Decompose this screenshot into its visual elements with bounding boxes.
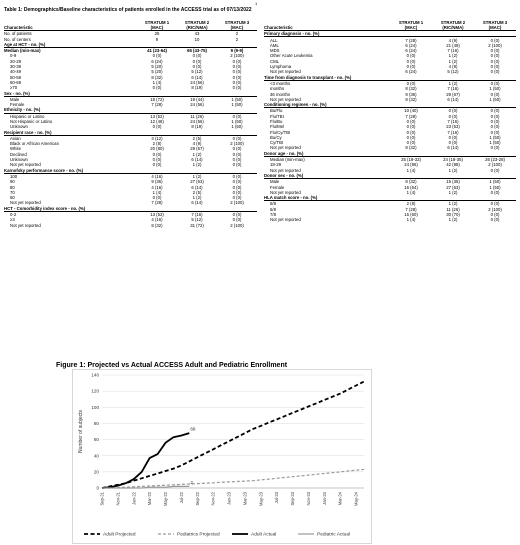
cell-stratum-3: 1 (50)	[231, 124, 243, 130]
cell-stratum-3: 0 (0)	[490, 212, 500, 218]
cell-stratum-2: 5 (12)	[447, 69, 459, 75]
row-label: Conditioning regimen - no. (%)	[264, 102, 516, 108]
row-label: 0-9	[10, 53, 17, 59]
row-label: 6/8	[270, 206, 276, 212]
row-label: Not yet reported	[10, 162, 41, 168]
cell-stratum-2: 31 (72)	[190, 222, 204, 228]
cell-stratum-2: 1 (2)	[192, 195, 202, 201]
chart-frame	[73, 370, 372, 544]
cell-stratum-1: 0 (0)	[152, 157, 162, 163]
x-tick-label: May-23	[258, 492, 264, 506]
cell-stratum-3: 1 (50)	[231, 96, 243, 102]
cell-stratum-1: 10 (40)	[404, 108, 418, 114]
row-label: 50-59	[10, 74, 21, 80]
baseline-table-left	[4, 21, 257, 228]
cell-stratum-3: 0 (0)	[490, 167, 500, 173]
cell-stratum-2: 4 (9)	[448, 64, 458, 70]
cell-stratum-2: 29 (67)	[446, 91, 460, 97]
row-label: White	[10, 146, 21, 152]
cell-stratum-2: 1 (2)	[448, 201, 458, 207]
row-label: Female	[10, 102, 25, 108]
x-tick-label: May-22	[163, 492, 169, 506]
cell-stratum-3: 0 (0)	[232, 64, 242, 70]
cell-stratum-1: 1 (4)	[406, 167, 416, 173]
row-label: HLA match score - no. (%)	[264, 195, 516, 201]
cell-stratum-3: 0 (0)	[232, 173, 242, 179]
cell-stratum-3: 0 (0)	[490, 69, 500, 75]
cell-stratum-3: 0 (0)	[490, 64, 500, 70]
cell-stratum-1: 0 (0)	[406, 58, 416, 64]
cell-stratum-2: 2 (5)	[192, 135, 202, 141]
cell-stratum-1: 1 (4)	[406, 189, 416, 195]
cell-stratum-1: 8 (32)	[151, 74, 163, 80]
cell-stratum-1: 12 (48)	[150, 118, 164, 124]
cell-stratum-2: 1 (2)	[192, 173, 202, 179]
cell-stratum-2: 6 (14)	[191, 184, 203, 190]
cell-stratum-1: 0 (0)	[152, 124, 162, 130]
cell-stratum-1: 0 (0)	[406, 129, 416, 135]
y-tick-label: 40	[93, 453, 99, 459]
table-row	[4, 223, 257, 228]
row-label: Donor sex - no. (%)	[264, 173, 516, 179]
legend-entry: Pediatric Actual	[317, 532, 351, 538]
cell-stratum-2: 2 (5)	[192, 189, 202, 195]
x-tick-label: Jan-22	[131, 492, 137, 505]
cell-stratum-1: 7 (28)	[405, 113, 417, 119]
table-row	[264, 217, 516, 222]
cell-stratum-3: 2 (100)	[230, 53, 244, 59]
cell-stratum-2: 43	[194, 31, 200, 37]
row-label: Female	[270, 184, 285, 190]
cell-stratum-1: 0 (0)	[406, 80, 416, 86]
cell-stratum-3: 0 (0)	[490, 124, 500, 130]
baseline-table-right	[264, 21, 516, 223]
y-axis-label: Number of subjects	[78, 409, 84, 454]
row-label: Not yet reported	[270, 217, 301, 223]
cell-stratum-1: 0 (0)	[152, 85, 162, 91]
row-label: MDS	[270, 48, 280, 54]
cell-stratum-1: 0 (0)	[152, 53, 162, 59]
cell-stratum-2: 15 (35)	[446, 179, 460, 185]
row-label: Not Hispanic or Latino	[10, 118, 53, 124]
cell-stratum-3: 2 (100)	[488, 42, 502, 48]
row-label: Karnofsky performance score - no. (%)	[4, 168, 257, 174]
row-label: Ethnicity - no. (%)	[4, 107, 257, 113]
cell-stratum-2: 8 (19)	[191, 124, 203, 130]
row-label: Not yet reported	[270, 96, 301, 102]
cell-stratum-2: 1 (2)	[448, 189, 458, 195]
col-stratum-2: STRATUM 2 (RIC/NMA)	[432, 21, 474, 31]
cell-stratum-1: 0 (0)	[406, 140, 416, 146]
cell-stratum-3: 0 (0)	[232, 146, 242, 152]
x-tick-label: Nov-23	[305, 492, 311, 506]
cell-stratum-2: 7 (16)	[447, 86, 459, 92]
cell-stratum-3: 0 (0)	[490, 217, 500, 223]
cell-stratum-3: 0 (0)	[490, 48, 500, 54]
row-label: Cy/TBI	[270, 140, 284, 146]
row-label: Male	[270, 179, 280, 185]
cell-stratum-3: 0 (0)	[232, 184, 242, 190]
row-label: 18-29	[270, 162, 281, 168]
cell-stratum-3: 1 (50)	[231, 118, 243, 124]
cell-stratum-2: 7 (16)	[447, 129, 459, 135]
cell-stratum-2: 1 (2)	[192, 162, 202, 168]
cell-stratum-1: 0 (0)	[152, 195, 162, 201]
row-label: 60	[10, 195, 15, 201]
x-tick-label: Sep-22	[194, 492, 200, 506]
row-label: Median (min-max)	[270, 157, 305, 163]
row-label: 60-69	[10, 79, 21, 85]
cell-stratum-2: 7 (16)	[447, 118, 459, 124]
row-label: Asian	[10, 135, 21, 141]
page-number: 1	[255, 1, 258, 6]
row-label: Not yet reported	[270, 189, 301, 195]
cell-stratum-2: 21 (49)	[446, 42, 460, 48]
cell-stratum-3: 0 (0)	[490, 189, 500, 195]
cell-stratum-2: 24 (56)	[190, 118, 204, 124]
row-label: Bu/Cy	[270, 134, 282, 140]
table-header-row	[264, 21, 516, 31]
x-tick-label: Jan-24	[321, 492, 327, 505]
x-tick-label: Sep-21	[99, 492, 105, 506]
row-label: Unknown	[10, 124, 28, 130]
row-label: 36 months	[270, 91, 291, 97]
cell-stratum-1: 4 (16)	[151, 217, 163, 223]
row-label: Bu/Flu	[270, 108, 283, 114]
col-characteristic: Characteristic	[4, 21, 137, 31]
cell-stratum-3: 1 (50)	[489, 134, 501, 140]
cell-stratum-1: 0 (0)	[406, 134, 416, 140]
cell-stratum-1: 0 (0)	[152, 162, 162, 168]
cell-stratum-1: 25 (19-33)	[401, 157, 421, 163]
cell-stratum-1: 6 (24)	[405, 48, 417, 54]
cell-stratum-2: 30 (70)	[446, 212, 460, 218]
cell-stratum-3: 1 (50)	[489, 179, 501, 185]
cell-stratum-3: 0 (0)	[232, 157, 242, 163]
cell-stratum-2: 0 (0)	[448, 108, 458, 114]
cell-stratum-3: 1 (50)	[489, 140, 501, 146]
cell-stratum-2: 29 (67)	[190, 146, 204, 152]
row-label: No. of patients	[4, 31, 32, 37]
cell-stratum-2: 0 (0)	[192, 64, 202, 70]
enrollment-chart	[72, 369, 372, 544]
row-label: Primary diagnosis - no. (%)	[264, 31, 516, 37]
row-label: 5/8	[270, 201, 276, 207]
row-label: Unknown	[10, 157, 28, 163]
cell-stratum-3: 2 (100)	[488, 206, 502, 212]
cell-stratum-3: 2 (100)	[230, 222, 244, 228]
x-tick-label: Jul-23	[274, 492, 280, 504]
cell-stratum-1: 5 (20)	[151, 69, 163, 75]
cell-stratum-3: 0 (0)	[232, 113, 242, 119]
row-label: Not yet reported	[10, 222, 41, 228]
x-tick-label: Mar-22	[147, 492, 153, 506]
cell-stratum-3: 0 (0)	[490, 118, 500, 124]
row-label: 40-49	[10, 69, 21, 75]
cell-stratum-3: 2 (100)	[488, 162, 502, 168]
cell-stratum-1: 13 (52)	[150, 113, 164, 119]
row-label: Not yet reported	[10, 200, 41, 206]
row-label: ≥70	[10, 85, 18, 91]
data-label: 68	[190, 426, 196, 432]
cell-stratum-3: 0 (0)	[232, 179, 242, 185]
cell-stratum-3: 0 (0)	[490, 37, 500, 43]
row-label: Recipient race - no. (%)	[4, 130, 257, 136]
cell-stratum-1: 7 (28)	[151, 102, 163, 108]
x-tick-label: Nov-21	[115, 492, 121, 506]
row-label: Hispanic or Latino	[10, 113, 45, 119]
cell-stratum-2: 24 (56)	[190, 102, 204, 108]
x-tick-label: Jul-22	[178, 492, 184, 504]
row-label: 70	[10, 189, 15, 195]
cell-stratum-2: 6 (14)	[447, 96, 459, 102]
cell-stratum-1: 6 (24)	[151, 58, 163, 64]
cell-stratum-3: 0 (0)	[490, 113, 500, 119]
cell-stratum-3: 0 (0)	[490, 201, 500, 207]
cell-stratum-3: 0 (0)	[232, 217, 242, 223]
cell-stratum-1: 6 (24)	[405, 69, 417, 75]
x-tick-label: May-24	[353, 492, 359, 506]
cell-stratum-2: 1 (2)	[192, 151, 202, 157]
cell-stratum-3: 0 (0)	[232, 74, 242, 80]
cell-stratum-1: 0 (0)	[406, 124, 416, 130]
cell-stratum-2: 1 (2)	[448, 53, 458, 59]
cell-stratum-3: 0 (0)	[232, 195, 242, 201]
figure-title: Figure 1: Projected vs Actual ACCESS Adult and Pediatric Enrollment	[56, 362, 288, 369]
cell-stratum-3: 0 (0)	[232, 69, 242, 75]
cell-stratum-2: 65 (43-75)	[187, 48, 207, 54]
cell-stratum-3: 0 (0)	[232, 189, 242, 195]
cell-stratum-1: 9 (36)	[151, 179, 163, 185]
row-label: 100	[10, 173, 18, 179]
cell-stratum-2: 6 (14)	[191, 74, 203, 80]
cell-stratum-1: 20 (80)	[150, 146, 164, 152]
cell-stratum-1: 2 (8)	[406, 201, 416, 207]
row-label: Not yet reported	[270, 167, 301, 173]
cell-stratum-3: 0 (0)	[232, 85, 242, 91]
cell-stratum-2: 0 (0)	[448, 134, 458, 140]
cell-stratum-1: 5 (20)	[151, 64, 163, 70]
cell-stratum-1: 8 (32)	[405, 96, 417, 102]
cell-stratum-1: 9	[155, 36, 159, 42]
cell-stratum-1: 0 (0)	[406, 53, 416, 59]
cell-stratum-2: 27 (63)	[190, 179, 204, 185]
cell-stratum-2: 7 (16)	[191, 212, 203, 218]
row-label: Flu/Cy/TBI	[270, 129, 291, 135]
cell-stratum-1: 13 (52)	[150, 212, 164, 218]
y-tick-label: 140	[91, 372, 99, 378]
cell-stratum-3: 0 (0)	[490, 91, 500, 97]
cell-stratum-2: 10	[194, 36, 200, 42]
row-label: Time from diagnosis to transplant - no. (%)	[264, 75, 516, 81]
cell-stratum-1: 6 (24)	[405, 42, 417, 48]
row-label: Flu/Bu	[270, 118, 283, 124]
cell-stratum-2: 1 (2)	[448, 167, 458, 173]
cell-stratum-3: 0 (0)	[232, 162, 242, 168]
cell-stratum-2: 5 (12)	[191, 217, 203, 223]
row-label: 0-2	[10, 212, 17, 218]
row-label: Donor age - no. (%)	[264, 151, 516, 157]
cell-stratum-1: 0 (0)	[406, 64, 416, 70]
row-label: 20-29	[10, 58, 21, 64]
cell-stratum-2: 24 (18-35)	[443, 157, 463, 163]
cell-stratum-1: 41 (23-64)	[147, 48, 167, 54]
cell-stratum-3: 2 (100)	[230, 200, 244, 206]
cell-stratum-2: 27 (63)	[446, 184, 460, 190]
table-header-row	[4, 21, 257, 31]
cell-stratum-3: 0 (0)	[232, 212, 242, 218]
cell-stratum-2: 0 (0)	[448, 113, 458, 119]
cell-stratum-1: 0 (0)	[406, 118, 416, 124]
cell-stratum-3: 0 (0)	[232, 79, 242, 85]
cell-stratum-3: 26 (23-28)	[485, 157, 505, 163]
x-tick-label: Sep-23	[290, 492, 296, 506]
row-label: Not yet reported	[270, 145, 301, 151]
legend-entry: Adult Projected	[103, 532, 136, 538]
cell-stratum-2: 1 (2)	[448, 80, 458, 86]
row-label: Lymphoma	[270, 64, 292, 70]
cell-stratum-3: 0 (0)	[490, 80, 500, 86]
cell-stratum-2: 4 (9)	[448, 37, 458, 43]
cell-stratum-2: 23 (53)	[446, 124, 460, 130]
legend-entry: Pediatrics Projected	[177, 532, 220, 538]
cell-stratum-1: 8 (32)	[405, 86, 417, 92]
row-label: AML	[270, 42, 279, 48]
row-label: 80	[10, 184, 15, 190]
cell-stratum-1: 7 (28)	[405, 206, 417, 212]
row-label: 30-39	[10, 64, 21, 70]
row-label: No. of centers	[4, 36, 31, 42]
row-label: months	[270, 86, 285, 92]
cell-stratum-1: 4 (16)	[151, 173, 163, 179]
cell-stratum-1: 3 (12)	[151, 135, 163, 141]
row-label: HCT - Comorbidity index score - no. (%)	[4, 206, 257, 212]
row-label: 7/8	[270, 212, 276, 218]
cell-stratum-2: 0 (0)	[192, 53, 202, 59]
y-tick-label: 100	[91, 404, 99, 410]
cell-stratum-3: 0 (0)	[232, 58, 242, 64]
cell-stratum-2: 8 (19)	[191, 85, 203, 91]
row-label: Age at HCT - no. (%)	[4, 42, 257, 48]
cell-stratum-1: 9 (36)	[405, 91, 417, 97]
cell-stratum-2: 19 (44)	[190, 96, 204, 102]
row-label: 90	[10, 179, 15, 185]
row-label: ALL	[270, 37, 278, 43]
y-tick-label: 0	[96, 485, 99, 491]
y-tick-label: 80	[93, 421, 99, 427]
row-label: Sex - no. (%)	[4, 90, 257, 96]
cell-stratum-3: 2	[235, 36, 239, 42]
cell-stratum-3: 0 (0)	[490, 58, 500, 64]
row-label: ≥3	[10, 217, 15, 223]
cell-stratum-3: 0 (0)	[490, 145, 500, 151]
cell-stratum-3: 1 (50)	[489, 86, 501, 92]
legend-entry: Adult Actual	[251, 532, 277, 538]
cell-stratum-3: 9 (9-9)	[230, 48, 244, 54]
cell-stratum-2: 5 (12)	[191, 69, 203, 75]
cell-stratum-1: 1 (4)	[406, 217, 416, 223]
cell-stratum-3: 1 (50)	[489, 184, 501, 190]
cell-stratum-1: 7 (28)	[151, 200, 163, 206]
col-stratum-3: STRATUM 3 (MAC)	[217, 21, 257, 31]
cell-stratum-2: 6 (14)	[191, 200, 203, 206]
x-tick-label: Mar-24	[337, 492, 343, 506]
cell-stratum-1: 18 (72)	[150, 96, 164, 102]
cell-stratum-1: 1 (4)	[152, 189, 162, 195]
col-stratum-1: STRATUM 1 (MAC)	[137, 21, 177, 31]
y-tick-label: 60	[93, 437, 99, 443]
cell-stratum-3: 0 (0)	[490, 53, 500, 59]
row-label: Declined	[10, 151, 27, 157]
cell-stratum-2: 4 (9)	[192, 141, 202, 147]
row-label: Flu/Mel	[270, 124, 285, 130]
x-tick-label: Nov-22	[210, 492, 216, 506]
cell-stratum-3: 0 (0)	[232, 151, 242, 157]
cell-stratum-3: 0 (0)	[232, 135, 242, 141]
cell-stratum-2: 11 (26)	[190, 113, 204, 119]
cell-stratum-2: 6 (14)	[191, 157, 203, 163]
cell-stratum-2: 1 (2)	[448, 217, 458, 223]
col-characteristic: Characteristic	[264, 21, 390, 31]
x-tick-label: Jan-23	[226, 492, 232, 505]
y-tick-label: 120	[91, 388, 99, 394]
cell-stratum-1: 8 (32)	[151, 222, 163, 228]
cell-stratum-2: 24 (56)	[190, 79, 204, 85]
row-label: Flu/TBI	[270, 113, 284, 119]
y-tick-label: 20	[93, 469, 99, 475]
cell-stratum-3: 0 (0)	[490, 108, 500, 114]
cell-stratum-1: 15 (60)	[404, 212, 418, 218]
cell-stratum-3: 1 (50)	[489, 96, 501, 102]
cell-stratum-3: 1 (50)	[231, 102, 243, 108]
col-stratum-1: STRATUM 1 (MAC)	[390, 21, 432, 31]
table-caption: Table 1: Demographics/Baseline characteristics of patients enrolled in the ACCESS trial as of 07/13/2022	[4, 7, 252, 13]
cell-stratum-1: 8 (32)	[405, 145, 417, 151]
col-stratum-2: STRATUM 2 (RIC/NMA)	[177, 21, 217, 31]
cell-stratum-2: 42 (98)	[446, 162, 460, 168]
row-label: Black or African American	[10, 141, 59, 147]
cell-stratum-1: 1 (4)	[152, 79, 162, 85]
cell-stratum-2: 7 (16)	[447, 48, 459, 54]
data-label: 2	[190, 479, 193, 485]
row-label: Male	[10, 96, 20, 102]
cell-stratum-1: 24 (96)	[404, 162, 418, 168]
row-label: CML	[270, 58, 280, 64]
cell-stratum-1: 7 (28)	[405, 37, 417, 43]
row-label: Not yet reported	[270, 69, 301, 75]
cell-stratum-1: 2 (8)	[152, 141, 162, 147]
cell-stratum-1: 25	[154, 31, 160, 37]
cell-stratum-3: 0 (0)	[490, 129, 500, 135]
col-stratum-3: STRATUM 3 (MAC)	[474, 21, 516, 31]
cell-stratum-3: 2	[235, 31, 239, 37]
cell-stratum-2: 0 (0)	[192, 58, 202, 64]
row-label: <3 months	[270, 80, 291, 86]
cell-stratum-2: 1 (2)	[448, 58, 458, 64]
cell-stratum-2: 6 (14)	[447, 145, 459, 151]
cell-stratum-2: 0 (0)	[448, 140, 458, 146]
x-tick-label: Mar-23	[242, 492, 248, 506]
cell-stratum-1: 16 (64)	[404, 184, 418, 190]
row-label: Other Acute Leukemia	[270, 53, 313, 59]
row-label: Median (min-max)	[4, 48, 41, 54]
cell-stratum-3: 2 (100)	[230, 141, 244, 147]
cell-stratum-2: 11 (26)	[446, 206, 460, 212]
cell-stratum-1: 4 (16)	[151, 184, 163, 190]
cell-stratum-1: 8 (32)	[405, 179, 417, 185]
cell-stratum-1: 0 (0)	[152, 151, 162, 157]
